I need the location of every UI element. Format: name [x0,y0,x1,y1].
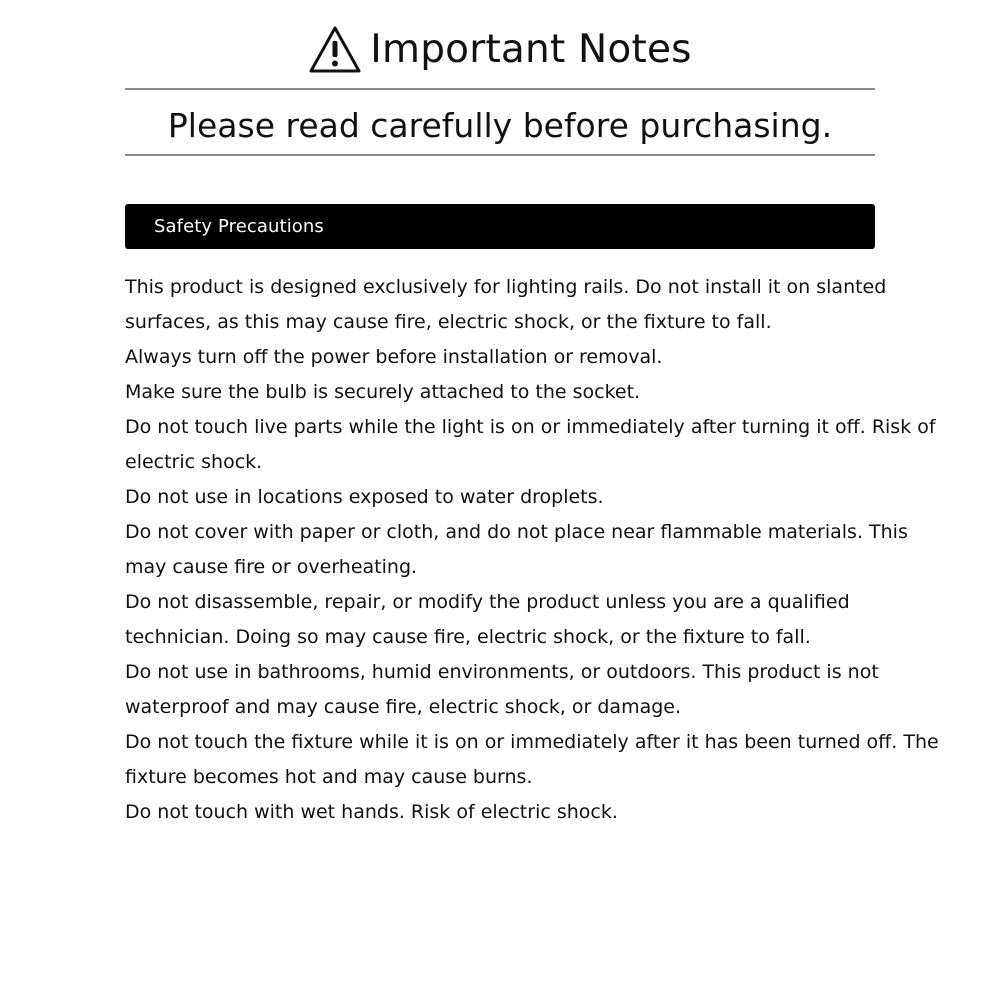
note-line: may cause fire or overheating. [125,556,418,578]
note-line: fixture becomes hot and may cause burns. [125,766,533,788]
note-line: waterproof and may cause fire, electric shock, or damage. [125,696,682,718]
note-line: Do not use in locations exposed to water droplets. [125,486,604,508]
page-title: Important Notes [370,27,692,72]
header-top-divider [125,88,875,90]
note-line: Make sure the bulb is securely attached to the socket. [125,381,641,403]
safety-precautions-section-header [125,204,875,249]
page-subtitle: Please read carefully before purchasing. [167,106,833,145]
note-line: This product is designed exclusively for lighting rails. Do not install it on slanted [125,276,887,298]
page-header [0,22,1000,78]
header-bottom-divider [125,154,875,156]
note-line: Do not touch live parts while the light is on or immediately after turning it off. Risk of [125,416,936,438]
note-line: electric shock. [125,451,263,473]
note-line: surfaces, as this may cause fire, electric shock, or the fixture to fall. [125,311,772,333]
note-line: technician. Doing so may cause fire, electric shock, or the fixture to fall. [125,626,811,648]
note-line: Do not use in bathrooms, humid environments, or outdoors. This product is not [125,661,879,683]
safety-notes-list [125,270,939,830]
section-title: Safety Precautions [154,216,324,237]
note-line: Do not touch with wet hands. Risk of electric shock. [125,801,618,823]
note-line: Do not disassemble, repair, or modify the product unless you are a qualified [125,591,850,613]
note-line: Always turn off the power before installation or removal. [125,346,663,368]
warning-icon [308,25,362,75]
note-line: Do not touch the fixture while it is on or immediately after it has been turned off. The [125,731,939,753]
note-line: Do not cover with paper or cloth, and do not place near flammable materials. This [125,521,908,543]
